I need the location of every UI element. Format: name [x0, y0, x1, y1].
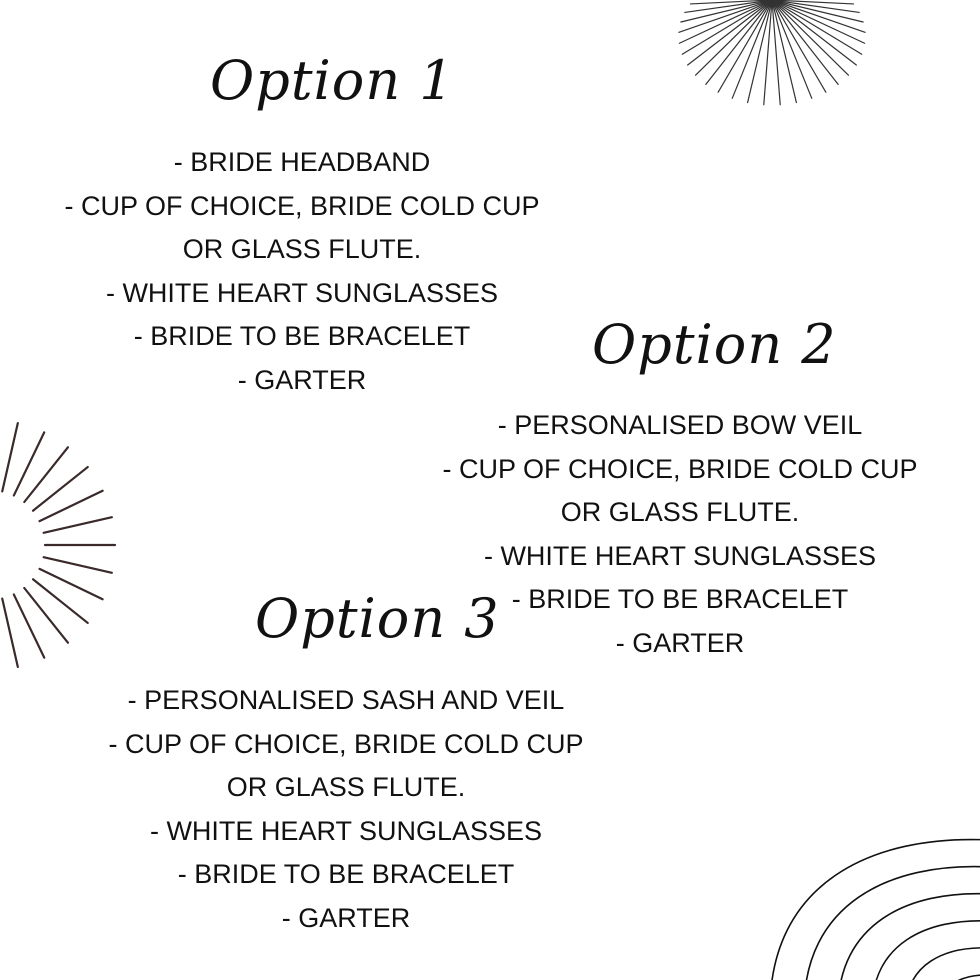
sunburst-ray — [33, 467, 88, 511]
starburst-ray — [690, 0, 772, 4]
option-2-item: OR GLASS FLUTE. — [560, 497, 800, 528]
starburst-ray — [772, 0, 812, 98]
option-3-item: OR GLASS FLUTE. — [226, 772, 466, 803]
starburst-ray — [772, 0, 796, 103]
starburst-ray — [772, 0, 865, 32]
starburst-ray — [688, 0, 772, 65]
arc-line — [872, 921, 980, 980]
starburst-ray — [682, 0, 772, 54]
starburst-ray — [706, 0, 772, 84]
option-2-title: Option 2 — [592, 313, 837, 376]
option-3-title: Option 3 — [255, 587, 500, 650]
option-2-item: - BRIDE TO BE BRACELET — [511, 584, 849, 615]
option-1-item: - CUP OF CHOICE, BRIDE COLD CUP — [64, 190, 540, 221]
option-1-item: - GARTER — [237, 364, 367, 395]
starburst-decoration — [650, 0, 910, 120]
option-3-item: - CUP OF CHOICE, BRIDE COLD CUP — [108, 728, 584, 759]
sunburst-ray — [44, 517, 112, 533]
starburst-ray — [772, 0, 848, 75]
option-3-item: - PERSONALISED SASH AND VEIL — [127, 685, 565, 715]
option-1-item: - BRIDE HEADBAND — [173, 147, 431, 177]
sunburst-ray — [40, 569, 103, 599]
option-1-item: - BRIDE TO BE BRACELET — [133, 321, 471, 352]
starburst-ray — [718, 0, 772, 92]
arc-line — [940, 975, 980, 980]
option-3-item: - BRIDE TO BE BRACELET — [177, 859, 515, 890]
starburst-ray — [681, 0, 772, 22]
starburst-ray — [772, 0, 780, 105]
option-3-item: - GARTER — [281, 902, 411, 933]
sunburst-ray — [2, 423, 18, 491]
sunburst-ray — [40, 491, 103, 521]
sunburst-ray — [24, 588, 68, 643]
starburst-ray — [772, 0, 826, 92]
starburst-ray — [772, 0, 859, 12]
starburst-ray — [772, 0, 856, 65]
arc-line — [804, 867, 980, 980]
starburst-ray — [772, 0, 838, 84]
option-1-list — [22, 141, 582, 403]
starburst-ray — [772, 0, 862, 54]
option-1-title: Option 1 — [210, 49, 455, 112]
option-3-list — [66, 679, 626, 941]
arc-line — [838, 894, 980, 980]
starburst-ray — [732, 0, 772, 98]
option-2-item: - GARTER — [615, 627, 745, 658]
option-3-item: - WHITE HEART SUNGLASSES — [149, 815, 543, 846]
concentric-arcs-decoration — [740, 820, 980, 980]
starburst-ray — [764, 0, 772, 105]
option-2-item: - CUP OF CHOICE, BRIDE COLD CUP — [442, 453, 918, 484]
sunburst-decoration — [0, 410, 140, 680]
sunburst-ray — [2, 599, 18, 667]
starburst-ray — [685, 0, 772, 12]
sunburst-ray — [14, 595, 44, 658]
starburst-ray — [772, 0, 865, 43]
option-1-item: OR GLASS FLUTE. — [182, 234, 422, 265]
starburst-ray — [772, 0, 854, 4]
option-2-item: - PERSONALISED BOW VEIL — [497, 410, 863, 440]
starburst-ray — [679, 0, 772, 32]
starburst-ray — [748, 0, 772, 103]
sunburst-ray — [24, 447, 68, 502]
sunburst-ray — [33, 579, 88, 623]
option-2-item: - WHITE HEART SUNGLASSES — [483, 540, 877, 571]
starburst-ray — [696, 0, 772, 75]
starburst-ray — [679, 0, 772, 43]
sunburst-ray — [14, 432, 44, 495]
sunburst-ray — [44, 557, 112, 573]
option-1-item: - WHITE HEART SUNGLASSES — [105, 277, 499, 308]
starburst-ray — [772, 0, 863, 22]
arc-line — [770, 840, 980, 980]
arc-line — [906, 948, 980, 980]
